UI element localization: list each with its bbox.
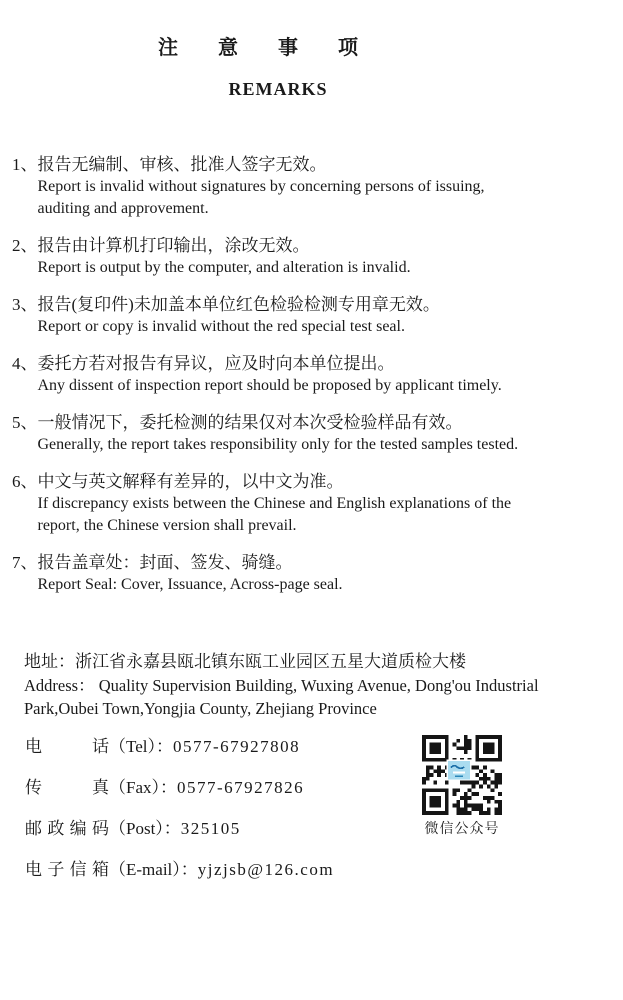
contact-value: yjzjsb@126.com xyxy=(197,860,335,879)
contact-label-cn: 邮政编码 xyxy=(25,819,109,838)
remarks-list xyxy=(0,154,623,596)
remark-text-cn: 报告无编制、审核、批准人签字无效。 xyxy=(37,155,327,174)
contact-value: 0577-67927808 xyxy=(172,737,301,756)
contact-value: 0577-67927826 xyxy=(177,778,305,797)
contact-label-en: （Post）： xyxy=(109,819,181,838)
remark-text-en-line: If discrepancy exists between the Chinese and English explanations of the xyxy=(37,495,512,512)
remark-number: 5、 xyxy=(12,413,38,432)
remark-body xyxy=(38,353,568,397)
contact-row xyxy=(25,859,415,881)
contact-label-en: （Tel）： xyxy=(109,737,173,756)
address-cn: 地址：浙江省永嘉县瓯北镇东瓯工业园区五星大道质检大楼 xyxy=(24,652,466,671)
remark-body xyxy=(38,294,568,338)
remark-text-en-line: Report is invalid without signatures by concerning persons of issuing, xyxy=(37,178,485,195)
remark-text-en-line: Any dissent of inspection report should be proposed by applicant timely. xyxy=(37,377,502,394)
contact-label-cn: 电话 xyxy=(25,737,109,756)
remark-item xyxy=(12,294,595,338)
remark-item xyxy=(12,552,595,596)
remark-body xyxy=(38,235,568,279)
remark-text-cn: 中文与英文解释有差异的，以中文为准。 xyxy=(37,472,344,491)
contact-list xyxy=(25,736,415,881)
page-title-cn: 注意事项 xyxy=(158,37,398,59)
remark-text-en-line: report, the Chinese version shall prevail. xyxy=(37,517,297,534)
remark-number: 3、 xyxy=(12,295,38,314)
contact-row xyxy=(25,777,415,799)
remark-text-cn: 报告由计算机打印输出，涂改无效。 xyxy=(37,236,310,255)
remark-number: 2、 xyxy=(12,236,38,255)
wechat-qr-code xyxy=(421,735,503,815)
remark-body xyxy=(38,412,568,456)
contact-row xyxy=(25,736,415,758)
page-heading xyxy=(0,0,556,101)
remark-item xyxy=(12,412,595,456)
wechat-qr-block xyxy=(421,735,503,838)
remark-text-cn: 委托方若对报告有异议，应及时向本单位提出。 xyxy=(37,354,395,373)
remark-text-en-line: Generally, the report takes responsibility only for the tested samples tested. xyxy=(37,436,519,453)
address-block xyxy=(24,650,603,720)
remark-text-cn: 报告(复印件)未加盖本单位红色检验检测专用章无效。 xyxy=(37,295,440,314)
contact-label-en: （Fax）： xyxy=(109,778,177,797)
remark-body xyxy=(38,154,568,220)
contact-label-cn: 电子信箱 xyxy=(25,860,109,879)
wechat-qr-caption: 微信公众号 xyxy=(424,822,500,837)
remark-text-en-line: Report is output by the computer, and alteration is invalid. xyxy=(37,259,411,276)
remark-text-en-line: Report Seal: Cover, Issuance, Across-page seal. xyxy=(37,576,343,593)
contact-label-en: （E-mail）： xyxy=(109,860,198,879)
address-en-line: Park,Oubei Town,Yongjia County, Zhejiang Province xyxy=(24,699,377,718)
remark-text-en-line: auditing and approvement. xyxy=(37,200,209,217)
remark-item xyxy=(12,154,595,220)
contact-label-cn: 传真 xyxy=(25,778,109,797)
remark-body xyxy=(38,471,568,537)
remark-item xyxy=(12,353,595,397)
remark-item xyxy=(12,471,595,537)
remark-number: 7、 xyxy=(12,553,38,572)
remark-item xyxy=(12,235,595,279)
remark-number: 6、 xyxy=(12,472,38,491)
contact-value: 325105 xyxy=(180,819,241,838)
remark-text-en-line: Report or copy is invalid without the red special test seal. xyxy=(37,318,405,335)
remark-number: 4、 xyxy=(12,354,38,373)
page-title-en: REMARKS xyxy=(228,79,328,99)
remark-number: 1、 xyxy=(12,155,38,174)
remark-body xyxy=(38,552,568,596)
remark-text-cn: 一般情况下，委托检测的结果仅对本次受检验样品有效。 xyxy=(37,413,463,432)
address-en-line: Address： Quality Supervision Building, Wuxing Avenue, Dong'ou Industrial xyxy=(24,676,539,695)
remark-text-cn: 报告盖章处：封面、签发、骑缝。 xyxy=(37,553,293,572)
contact-row xyxy=(25,818,415,840)
